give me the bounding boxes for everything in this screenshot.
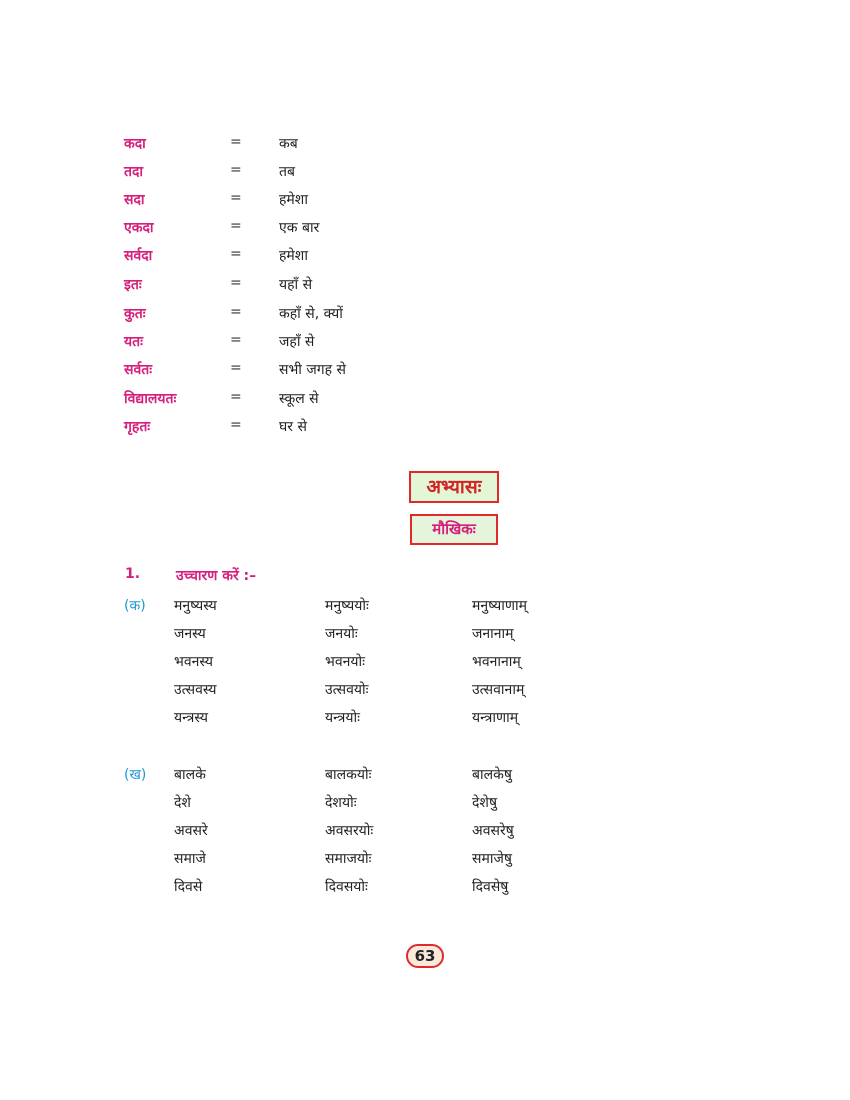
vocab-meaning: सभी जगह से	[279, 362, 347, 378]
word-cell: दिवसेषु	[472, 879, 509, 895]
vocab-word: सर्वतः	[124, 362, 153, 378]
word-cell: उत्सवस्य	[174, 682, 217, 698]
word-cell: समाजे	[174, 851, 206, 867]
question-text: उच्चारण करें :–	[176, 568, 257, 584]
vocab-word: कदा	[124, 136, 146, 152]
word-cell: मनुष्यस्य	[174, 598, 217, 614]
vocab-row	[124, 218, 484, 242]
vocab-meaning: यहाँ से	[279, 277, 313, 293]
vocab-word: सदा	[124, 192, 145, 208]
word-cell: देशयोः	[325, 795, 357, 811]
equals-sign: =	[230, 389, 242, 405]
vocab-word: इतः	[124, 277, 142, 293]
vocab-meaning: घर से	[279, 419, 307, 435]
equals-sign: =	[230, 275, 242, 291]
vocab-meaning: एक बार	[279, 220, 320, 236]
vocab-row	[124, 332, 484, 356]
exercise-heading	[409, 471, 499, 503]
equals-sign: =	[230, 134, 242, 150]
vocab-word: तदा	[124, 164, 144, 180]
vocab-row	[124, 275, 484, 299]
equals-sign: =	[230, 246, 242, 262]
equals-sign: =	[230, 190, 242, 206]
vocab-word: विद्यालयतः	[124, 391, 177, 407]
section-label: (ख)	[124, 767, 147, 783]
word-cell: यन्त्राणाम्	[472, 710, 519, 726]
vocab-meaning: हमेशा	[279, 248, 308, 264]
word-cell: बालकेषु	[472, 767, 512, 783]
equals-sign: =	[230, 218, 242, 234]
equals-sign: =	[230, 162, 242, 178]
vocab-meaning: तब	[279, 164, 295, 180]
vocab-row	[124, 417, 484, 441]
word-cell: देशे	[174, 795, 191, 811]
equals-sign: =	[230, 304, 242, 320]
word-cell: जनस्य	[174, 626, 206, 642]
vocab-row	[124, 246, 484, 270]
word-cell: उत्सवानाम्	[472, 682, 525, 698]
section-label: (क)	[124, 598, 146, 614]
equals-sign: =	[230, 332, 242, 348]
equals-sign: =	[230, 360, 242, 376]
word-cell: यन्त्रस्य	[174, 710, 208, 726]
word-cell: समाजेषु	[472, 851, 512, 867]
vocab-meaning: जहाँ से	[279, 334, 315, 350]
word-cell: दिवसयोः	[325, 879, 368, 895]
vocab-row	[124, 304, 484, 328]
word-cell: उत्सवयोः	[325, 682, 369, 698]
vocab-meaning: कहाँ से, क्यों	[279, 306, 343, 322]
word-cell: भवनयोः	[325, 654, 365, 670]
word-cell: भवनस्य	[174, 654, 213, 670]
vocab-word: कुतः	[124, 306, 146, 322]
word-cell: बालके	[174, 767, 206, 783]
word-cell: जनयोः	[325, 626, 358, 642]
word-cell: अवसरेषु	[472, 823, 514, 839]
vocab-meaning: कब	[279, 136, 298, 152]
word-cell: भवनानाम्	[472, 654, 521, 670]
page-number: 63	[406, 944, 444, 968]
exercise-heading-text: अभ्यासः	[426, 476, 482, 498]
oral-heading	[410, 514, 498, 545]
word-cell: अवसरयोः	[325, 823, 374, 839]
vocab-meaning: हमेशा	[279, 192, 308, 208]
word-cell: समाजयोः	[325, 851, 372, 867]
vocab-row	[124, 162, 484, 186]
word-cell: बालकयोः	[325, 767, 372, 783]
vocab-word: यतः	[124, 334, 143, 350]
oral-heading-text: मौखिकः	[432, 520, 476, 538]
vocab-row	[124, 134, 484, 158]
word-cell: मनुष्ययोः	[325, 598, 369, 614]
word-cell: अवसरे	[174, 823, 208, 839]
vocab-row	[124, 389, 484, 413]
word-cell: यन्त्रयोः	[325, 710, 360, 726]
word-cell: मनुष्याणाम्	[472, 598, 527, 614]
vocab-word: एकदा	[124, 220, 154, 236]
word-cell: दिवसे	[174, 879, 203, 895]
vocab-row	[124, 360, 484, 384]
equals-sign: =	[230, 417, 242, 433]
vocab-row	[124, 190, 484, 214]
question-number: 1.	[125, 566, 141, 582]
word-cell: देशेषु	[472, 795, 498, 811]
word-cell: जनानाम्	[472, 626, 514, 642]
vocab-word: सर्वदा	[124, 248, 153, 264]
vocab-meaning: स्कूल से	[279, 391, 319, 407]
vocab-word: गृहतः	[124, 419, 151, 435]
